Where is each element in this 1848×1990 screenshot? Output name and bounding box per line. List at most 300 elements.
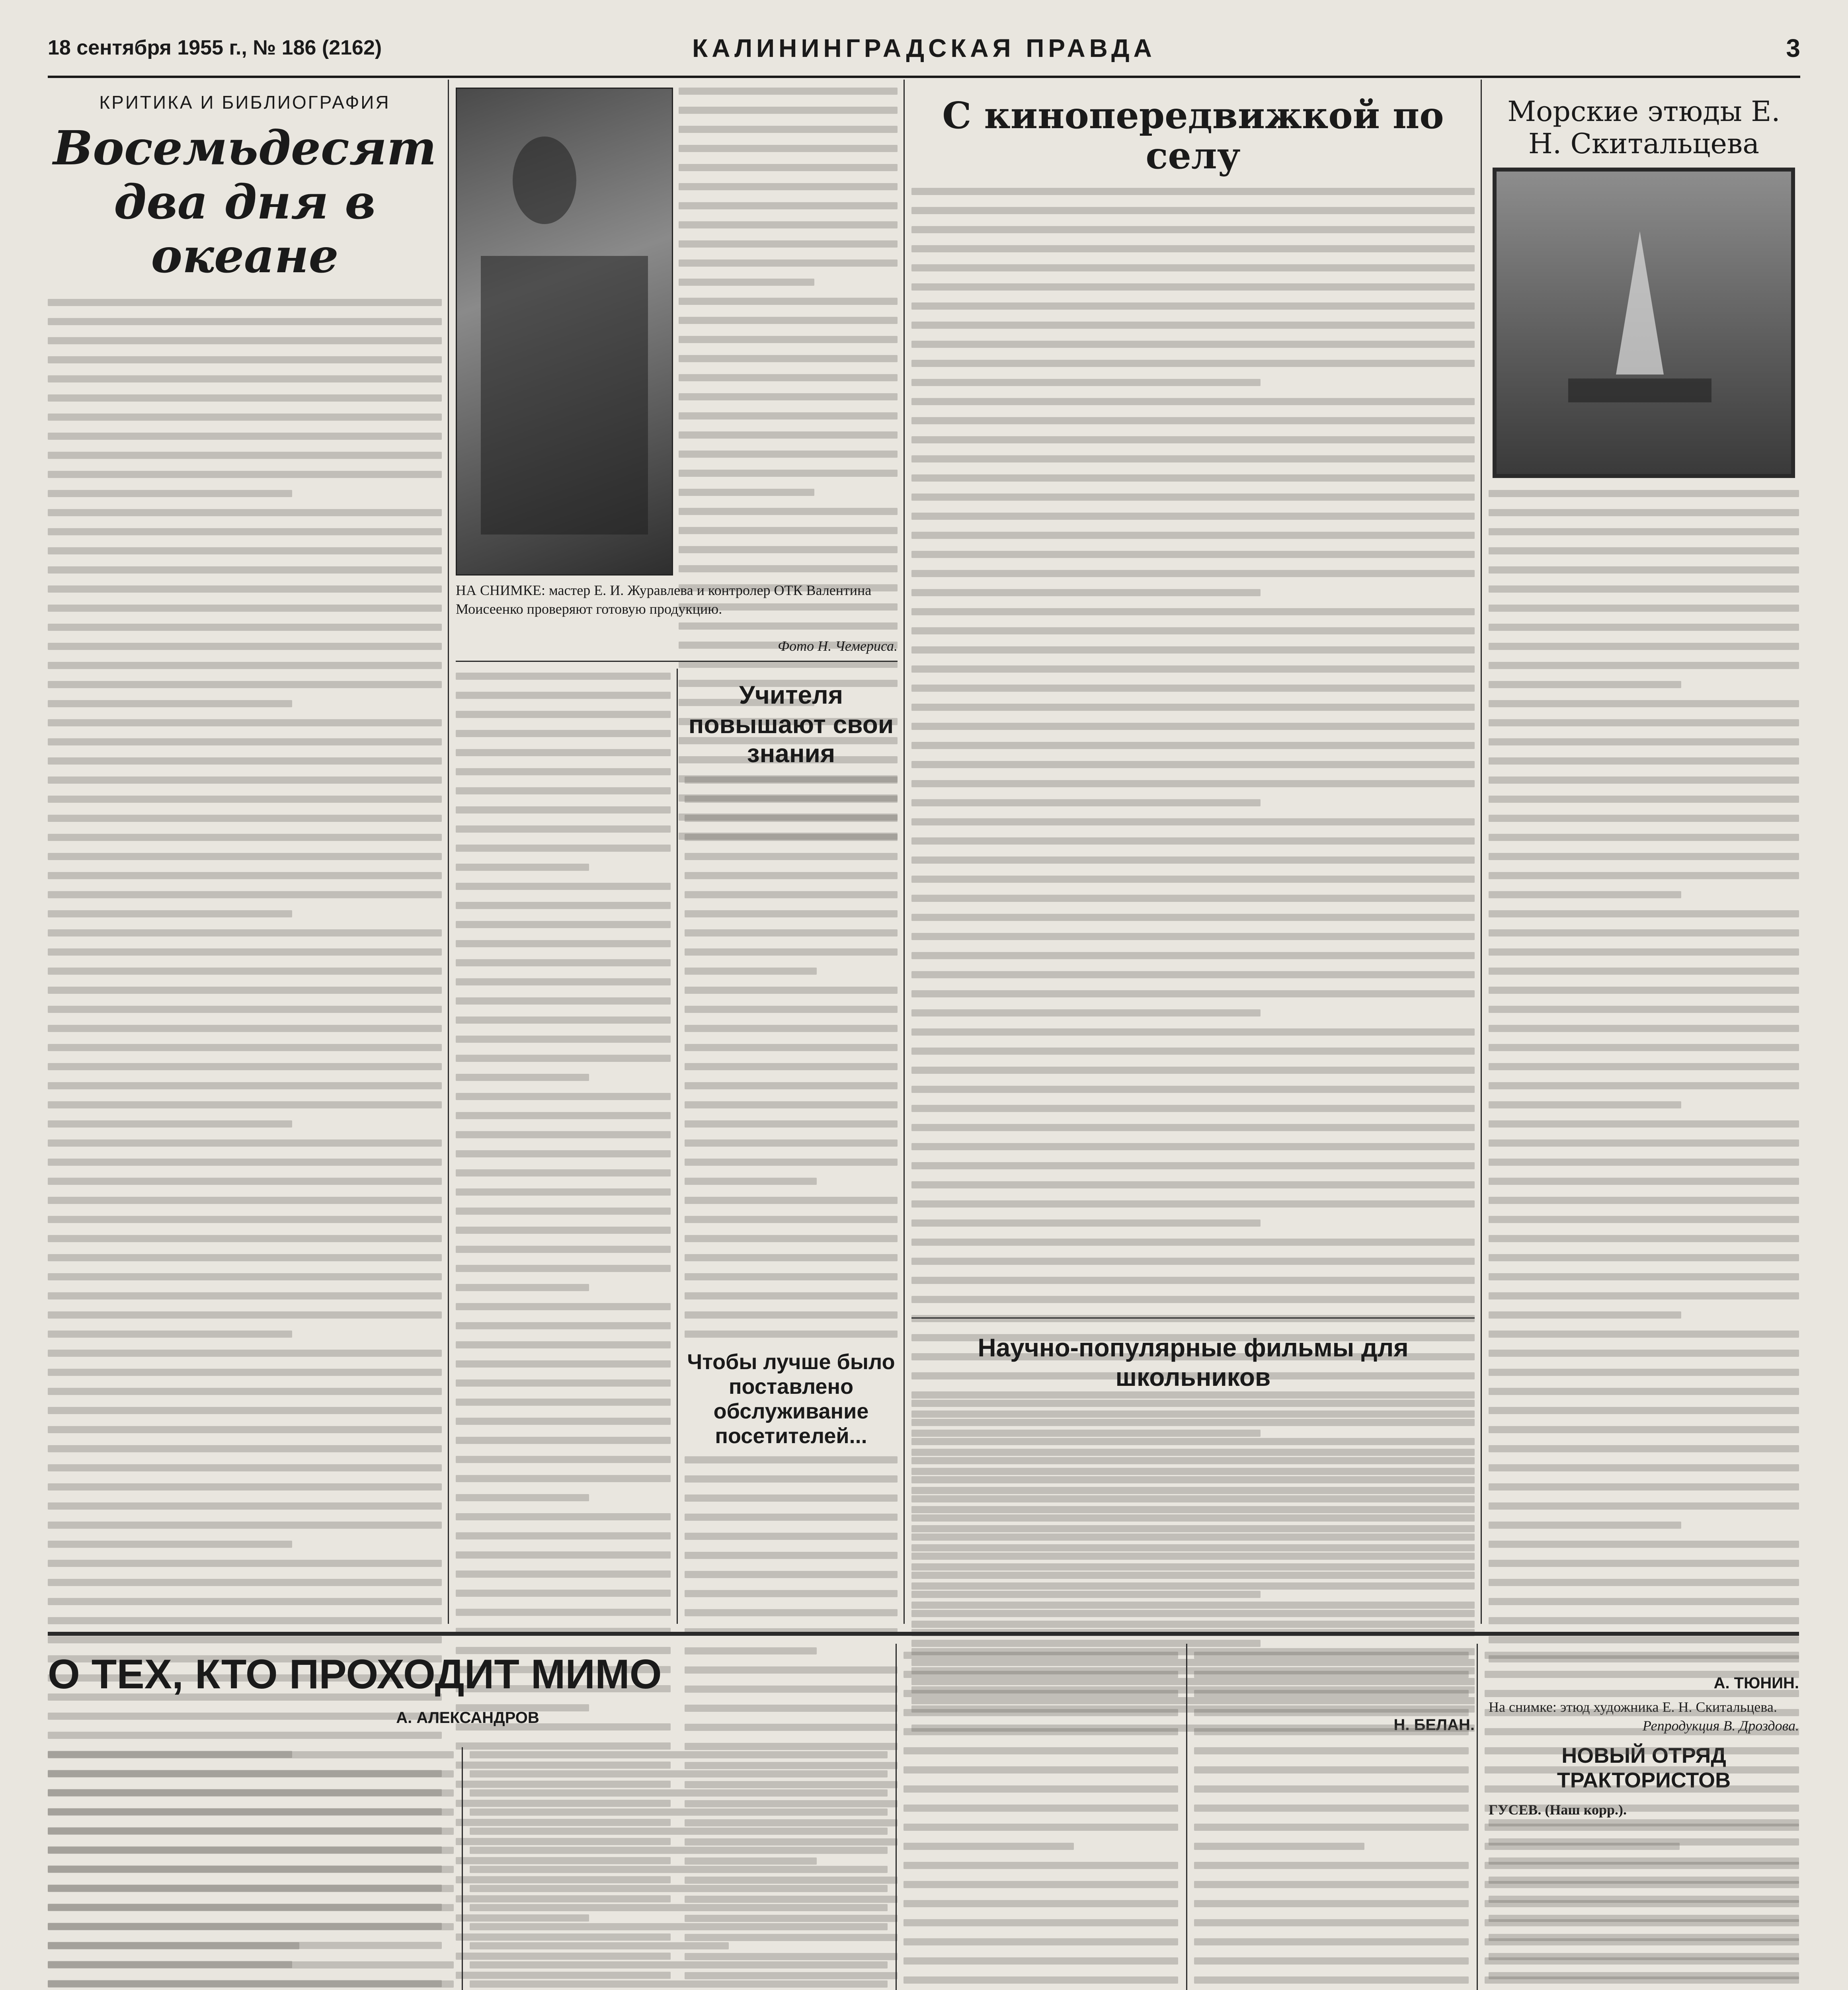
- text-line-placeholder: [48, 796, 442, 803]
- column-rule: [904, 80, 905, 1624]
- text-line-placeholder: [911, 1143, 1475, 1150]
- text-line-placeholder: [48, 1178, 442, 1185]
- text-line-placeholder: [1489, 776, 1799, 784]
- text-line-placeholder: [685, 796, 898, 803]
- text-line-placeholder: [1489, 1311, 1681, 1319]
- text-line-placeholder: [48, 509, 442, 516]
- text-line-placeholder: [679, 298, 898, 305]
- headline-sea-etudes: Морские этюды Е. Н. Скитальцева: [1507, 95, 1780, 160]
- text-line-placeholder: [911, 551, 1475, 558]
- text-line-placeholder: [685, 968, 817, 975]
- text-line-placeholder: [685, 1006, 898, 1013]
- text-line-placeholder: [911, 379, 1261, 386]
- text-line-placeholder: [1489, 1101, 1681, 1108]
- text-line-placeholder: [1489, 1579, 1799, 1586]
- text-line-placeholder: [1194, 1824, 1469, 1831]
- sea-etude-caption: На снимке: этюд художника Е. Н. Скитальцева.: [1489, 1699, 1777, 1715]
- text-line-placeholder: [1194, 1652, 1469, 1659]
- text-line-placeholder: [48, 299, 442, 306]
- text-line-placeholder: [1194, 1843, 1364, 1850]
- text-line-placeholder: [456, 1246, 671, 1253]
- text-line-placeholder: [911, 608, 1475, 615]
- text-line-placeholder: [911, 455, 1475, 462]
- text-line-placeholder: [911, 1162, 1475, 1169]
- text-line-placeholder: [679, 508, 898, 515]
- text-line-placeholder: [1489, 719, 1799, 726]
- text-line-placeholder: [48, 1789, 454, 1797]
- text-line-placeholder: [48, 1809, 454, 1816]
- text-line-placeholder: [48, 948, 442, 956]
- text-line-placeholder: [456, 1112, 671, 1119]
- text-line-placeholder: [685, 1101, 898, 1108]
- text-line-placeholder: [911, 1553, 1475, 1560]
- text-line-placeholder: [48, 929, 442, 936]
- text-line-placeholder: [911, 1124, 1475, 1131]
- text-line-placeholder: [1485, 1843, 1680, 1850]
- text-line-placeholder: [679, 546, 898, 553]
- text-line-placeholder: [48, 987, 442, 994]
- text-line-placeholder: [911, 914, 1475, 921]
- text-line-placeholder: [904, 1690, 1178, 1697]
- text-line-placeholder: [679, 412, 898, 419]
- factory-photo-caption: НА СНИМКЕ: мастер Е. И. Журавлева и контролер ОТК Валентина Моисеенко проверяют готовую продукцию.: [456, 582, 872, 617]
- text-line-placeholder: [470, 1828, 888, 1835]
- text-line-placeholder: [685, 1025, 898, 1032]
- text-line-placeholder: [1489, 1292, 1799, 1299]
- text-line-placeholder: [911, 1028, 1475, 1036]
- text-line-placeholder: [1489, 1235, 1799, 1242]
- text-line-placeholder: [48, 1350, 442, 1357]
- text-line-placeholder: [48, 471, 442, 478]
- text-line-placeholder: [48, 1159, 442, 1166]
- column-rule: [462, 1747, 463, 1990]
- text-line-placeholder: [911, 360, 1475, 367]
- text-line-placeholder: [456, 1418, 671, 1425]
- text-line-placeholder: [48, 719, 442, 726]
- text-line-placeholder: [456, 1475, 671, 1482]
- text-line-placeholder: [470, 1923, 888, 1930]
- text-line-placeholder: [911, 1438, 1475, 1445]
- text-line-placeholder: [456, 787, 671, 794]
- passers-by-col-a: [48, 1751, 454, 1990]
- text-line-placeholder: [1485, 1862, 1799, 1869]
- text-line-placeholder: [456, 1322, 671, 1329]
- text-line-placeholder: [685, 872, 898, 879]
- text-line-placeholder: [48, 1063, 442, 1070]
- text-line-placeholder: [456, 1456, 671, 1463]
- column-rule: [1477, 1644, 1478, 1990]
- text-line-placeholder: [470, 1885, 888, 1892]
- text-line-placeholder: [685, 1292, 898, 1299]
- text-line-placeholder: [911, 990, 1475, 997]
- column-rule: [1481, 80, 1482, 1624]
- text-line-placeholder: [1194, 1938, 1469, 1945]
- text-line-placeholder: [48, 1541, 292, 1548]
- text-line-placeholder: [456, 749, 671, 756]
- text-line-placeholder: [1489, 528, 1799, 535]
- text-line-placeholder: [1489, 566, 1799, 574]
- text-line-placeholder: [48, 815, 442, 822]
- text-line-placeholder: [48, 853, 442, 860]
- text-line-placeholder: [911, 1296, 1475, 1303]
- text-line-placeholder: [48, 1331, 292, 1338]
- headline-popular-science: Научно-популярные фильмы для школьников: [978, 1333, 1409, 1391]
- text-line-placeholder: [48, 1273, 442, 1280]
- text-line-placeholder: [911, 1457, 1475, 1464]
- text-line-placeholder: [685, 1456, 898, 1463]
- article-sea-etudes: [1489, 88, 1799, 1818]
- text-line-placeholder: [1489, 757, 1799, 765]
- text-line-placeholder: [1489, 1273, 1799, 1280]
- text-line-placeholder: [48, 337, 442, 344]
- text-line-placeholder: [911, 322, 1475, 329]
- text-line-placeholder: [1485, 1671, 1799, 1678]
- text-line-placeholder: [1485, 1709, 1799, 1716]
- text-line-placeholder: [911, 226, 1475, 233]
- text-line-placeholder: [911, 704, 1475, 711]
- film-projector-author: Н. БЕЛАН.: [1393, 1716, 1475, 1734]
- text-line-placeholder: [48, 1426, 442, 1433]
- text-line-placeholder: [48, 490, 292, 497]
- text-line-placeholder: [456, 1188, 671, 1196]
- text-line-placeholder: [1489, 1254, 1799, 1261]
- text-line-placeholder: [911, 398, 1475, 405]
- text-line-placeholder: [685, 1514, 898, 1521]
- text-line-placeholder: [911, 685, 1475, 692]
- masthead: [48, 28, 1800, 78]
- text-line-placeholder: [456, 711, 671, 718]
- text-line-placeholder: [48, 1006, 442, 1013]
- text-line-placeholder: [48, 1044, 442, 1051]
- text-line-placeholder: [679, 622, 898, 630]
- text-line-placeholder: [685, 1609, 898, 1616]
- text-line-placeholder: [911, 1591, 1261, 1598]
- text-line-placeholder: [904, 1652, 1178, 1659]
- text-line-placeholder: [904, 1900, 1178, 1907]
- text-line-placeholder: [1489, 509, 1799, 516]
- text-line-placeholder: [1485, 1919, 1799, 1926]
- text-line-placeholder: [456, 1016, 671, 1024]
- text-line-placeholder: [1485, 1728, 1799, 1735]
- text-line-placeholder: [685, 1273, 898, 1280]
- text-line-placeholder: [48, 394, 442, 402]
- text-line-placeholder: [1489, 643, 1799, 650]
- fold-separator: [48, 1632, 1799, 1636]
- text-line-placeholder: [456, 673, 671, 680]
- text-line-placeholder: [1194, 1671, 1469, 1678]
- text-line-placeholder: [904, 1766, 1178, 1773]
- text-line-placeholder: [48, 872, 442, 879]
- text-line-placeholder: [456, 1150, 671, 1157]
- text-line-placeholder: [1194, 1919, 1469, 1926]
- text-line-placeholder: [679, 145, 898, 152]
- text-line-placeholder: [911, 513, 1475, 520]
- text-line-placeholder: [48, 585, 442, 593]
- passers-by-col-c: [904, 1652, 1178, 1990]
- text-line-placeholder: [904, 1785, 1178, 1793]
- text-line-placeholder: [1194, 1766, 1469, 1773]
- text-line-placeholder: [911, 1219, 1261, 1227]
- text-line-placeholder: [456, 845, 671, 852]
- text-line-placeholder: [1489, 490, 1799, 497]
- text-line-placeholder: [911, 1086, 1475, 1093]
- text-line-placeholder: [48, 1082, 442, 1089]
- article-eighty-two-days: [48, 88, 442, 1624]
- text-line-placeholder: [911, 627, 1475, 634]
- text-line-placeholder: [48, 1617, 442, 1624]
- text-line-placeholder: [456, 864, 589, 871]
- text-line-placeholder: [456, 921, 671, 928]
- text-line-placeholder: [48, 1980, 454, 1988]
- text-line-placeholder: [456, 1379, 671, 1387]
- text-line-placeholder: [470, 1904, 888, 1911]
- text-line-placeholder: [904, 1843, 1074, 1850]
- text-line-placeholder: [470, 1751, 888, 1758]
- text-line-placeholder: [48, 891, 442, 898]
- text-line-placeholder: [48, 1235, 442, 1242]
- text-line-placeholder: [456, 997, 671, 1005]
- factory-photo-credit: Фото Н. Чемериса.: [778, 638, 898, 654]
- text-line-placeholder: [1194, 1900, 1469, 1907]
- text-line-placeholder: [685, 1063, 898, 1070]
- text-line-placeholder: [1489, 872, 1799, 879]
- text-line-placeholder: [48, 528, 442, 535]
- text-line-placeholder: [48, 318, 442, 325]
- text-line-placeholder: [679, 259, 898, 267]
- text-line-placeholder: [911, 1181, 1475, 1188]
- text-line-placeholder: [48, 1311, 442, 1319]
- text-line-placeholder: [904, 1709, 1178, 1716]
- text-line-placeholder: [1485, 1652, 1799, 1659]
- text-line-placeholder: [48, 1369, 442, 1376]
- text-line-placeholder: [48, 757, 442, 765]
- text-line-placeholder: [1489, 1178, 1799, 1185]
- text-line-placeholder: [48, 1560, 442, 1567]
- sea-etude-painting: [1493, 168, 1795, 478]
- text-line-placeholder: [1489, 1522, 1681, 1529]
- text-line-placeholder: [911, 1400, 1475, 1407]
- text-line-placeholder: [911, 283, 1475, 291]
- text-line-placeholder: [679, 431, 898, 439]
- text-line-placeholder: [456, 806, 671, 814]
- text-line-placeholder: [1489, 891, 1681, 898]
- column-rule: [896, 1644, 897, 1990]
- text-line-placeholder: [48, 1292, 442, 1299]
- text-line-placeholder: [679, 565, 898, 572]
- text-line-placeholder: [911, 1533, 1475, 1541]
- text-line-placeholder: [911, 837, 1475, 845]
- text-line-placeholder: [48, 1885, 454, 1892]
- text-line-placeholder: [1489, 605, 1799, 612]
- text-line-placeholder: [679, 164, 898, 171]
- text-line-placeholder: [685, 853, 898, 860]
- text-line-placeholder: [685, 1590, 898, 1597]
- text-line-placeholder: [470, 1789, 888, 1797]
- text-line-placeholder: [456, 1227, 671, 1234]
- headline-service: Чтобы лучше было поставлено обслуживание посетителей...: [687, 1350, 895, 1448]
- text-line-placeholder: [911, 665, 1475, 673]
- text-line-placeholder: [679, 489, 814, 496]
- factory-photo: [456, 88, 673, 576]
- text-line-placeholder: [911, 417, 1475, 424]
- text-line-placeholder: [911, 494, 1475, 501]
- text-line-placeholder: [679, 240, 898, 248]
- column-rule: [1186, 1644, 1187, 1990]
- text-line-placeholder: [911, 971, 1475, 978]
- text-line-placeholder: [48, 910, 292, 917]
- text-line-placeholder: [679, 393, 898, 400]
- text-line-placeholder: [911, 589, 1261, 596]
- text-line-placeholder: [685, 948, 898, 956]
- text-line-placeholder: [48, 605, 442, 612]
- text-line-placeholder: [456, 692, 671, 699]
- factory-photo-block: [456, 88, 898, 653]
- text-line-placeholder: [1489, 834, 1799, 841]
- text-line-placeholder: [911, 1048, 1475, 1055]
- text-line-placeholder: [1194, 1881, 1469, 1888]
- text-line-placeholder: [1489, 1350, 1799, 1357]
- text-line-placeholder: [1485, 1881, 1799, 1888]
- text-line-placeholder: [1194, 1785, 1469, 1793]
- text-line-placeholder: [904, 1919, 1178, 1926]
- text-line-placeholder: [1489, 1139, 1799, 1147]
- text-line-placeholder: [48, 776, 442, 784]
- text-line-placeholder: [1489, 929, 1799, 936]
- text-line-placeholder: [911, 933, 1475, 940]
- text-line-placeholder: [1489, 1331, 1799, 1338]
- text-line-placeholder: [1489, 1216, 1799, 1223]
- text-line-placeholder: [48, 1502, 442, 1510]
- text-line-placeholder: [48, 1636, 442, 1643]
- text-line-placeholder: [679, 355, 898, 362]
- text-line-placeholder: [904, 1747, 1178, 1754]
- text-line-placeholder: [48, 1139, 442, 1147]
- text-line-placeholder: [1489, 968, 1799, 975]
- text-line-placeholder: [1489, 624, 1799, 631]
- text-line-placeholder: [456, 1399, 671, 1406]
- text-line-placeholder: [1489, 1082, 1799, 1089]
- text-line-placeholder: [48, 1770, 454, 1777]
- text-line-placeholder: [911, 245, 1475, 252]
- text-line-placeholder: [1489, 853, 1799, 860]
- text-line-placeholder: [1194, 1957, 1469, 1965]
- text-line-placeholder: [470, 1980, 888, 1988]
- text-line-placeholder: [911, 264, 1475, 271]
- text-line-placeholder: [679, 470, 898, 477]
- text-line-placeholder: [685, 1494, 898, 1502]
- text-line-placeholder: [48, 1407, 442, 1414]
- column-rule: [448, 80, 449, 1624]
- text-line-placeholder: [48, 414, 442, 421]
- text-line-placeholder: [1485, 1957, 1799, 1965]
- text-line-placeholder: [48, 624, 442, 631]
- text-line-placeholder: [1194, 1728, 1469, 1735]
- text-line-placeholder: [456, 1303, 671, 1310]
- text-line-placeholder: [1489, 1159, 1799, 1166]
- text-line-placeholder: [1485, 1690, 1799, 1697]
- text-line-placeholder: [679, 279, 814, 286]
- text-line-placeholder: [685, 1552, 898, 1559]
- text-line-placeholder: [1194, 1862, 1469, 1869]
- text-line-placeholder: [1489, 1502, 1799, 1510]
- text-line-placeholder: [1489, 1598, 1799, 1605]
- text-line-placeholder: [48, 1464, 442, 1471]
- text-line-placeholder: [1489, 1025, 1799, 1032]
- text-line-placeholder: [911, 780, 1475, 787]
- text-line-placeholder: [48, 1942, 299, 1949]
- text-line-placeholder: [911, 474, 1475, 482]
- text-line-placeholder: [904, 1824, 1178, 1831]
- page-number: 3: [1786, 34, 1800, 62]
- text-line-placeholder: [679, 374, 898, 381]
- text-line-placeholder: [911, 532, 1475, 539]
- headline-film-projector: С кинопередвижкой по селу: [942, 94, 1444, 178]
- issue-date: 18 сентября 1955 г., № 186 (2162): [48, 36, 382, 59]
- text-line-placeholder: [456, 1551, 671, 1559]
- text-line-placeholder: [48, 1961, 454, 1969]
- article-passers-by: [48, 1644, 888, 1990]
- text-line-placeholder: [48, 1254, 442, 1261]
- text-line-placeholder: [48, 643, 442, 650]
- text-line-placeholder: [456, 1169, 671, 1176]
- text-line-placeholder: [911, 302, 1475, 310]
- text-line-placeholder: [48, 1828, 454, 1835]
- text-line-placeholder: [911, 761, 1475, 768]
- text-line-placeholder: [904, 1862, 1178, 1869]
- text-line-placeholder: [456, 902, 671, 909]
- text-line-placeholder: [1489, 1541, 1799, 1548]
- text-line-placeholder: [48, 1866, 454, 1873]
- text-line-placeholder: [456, 1571, 671, 1578]
- text-line-placeholder: [48, 738, 442, 745]
- text-line-placeholder: [456, 1532, 671, 1539]
- text-line-placeholder: [1489, 1388, 1799, 1395]
- text-line-placeholder: [911, 1514, 1475, 1522]
- text-line-placeholder: [911, 1277, 1475, 1284]
- text-line-placeholder: [685, 776, 898, 784]
- rubric-critique: КРИТИКА И БИБЛИОГРАФИЯ: [99, 92, 390, 113]
- text-line-placeholder: [685, 1331, 898, 1338]
- text-line-placeholder: [48, 968, 442, 975]
- teachers-body-placeholder: [685, 776, 898, 1338]
- text-line-placeholder: [685, 1178, 817, 1185]
- text-line-placeholder: [685, 1216, 898, 1223]
- text-line-placeholder: [911, 1495, 1475, 1502]
- text-line-placeholder: [48, 433, 442, 440]
- text-line-placeholder: [911, 723, 1475, 730]
- text-line-placeholder: [685, 1571, 898, 1578]
- text-line-placeholder: [685, 910, 898, 917]
- passers-by-col-b: [470, 1751, 888, 1990]
- text-line-placeholder: [470, 1809, 888, 1816]
- paper-name: КАЛИНИНГРАДСКАЯ ПРАВДА: [692, 34, 1156, 62]
- text-line-placeholder: [911, 1239, 1475, 1246]
- text-line-placeholder: [48, 1483, 442, 1491]
- text-line-placeholder: [1194, 1690, 1469, 1697]
- text-line-placeholder: [911, 895, 1475, 902]
- text-line-placeholder: [1485, 1824, 1799, 1831]
- text-line-placeholder: [1489, 1120, 1799, 1128]
- eighty-two-days-continued: [456, 673, 671, 1624]
- text-line-placeholder: [1485, 1900, 1799, 1907]
- text-line-placeholder: [911, 876, 1475, 883]
- headline-teachers: Учителя повышают свои знания: [688, 681, 894, 768]
- text-line-placeholder: [48, 1904, 454, 1911]
- text-line-placeholder: [911, 1476, 1475, 1483]
- text-line-placeholder: [679, 527, 898, 534]
- text-line-placeholder: [48, 1388, 442, 1395]
- text-line-placeholder: [911, 341, 1475, 348]
